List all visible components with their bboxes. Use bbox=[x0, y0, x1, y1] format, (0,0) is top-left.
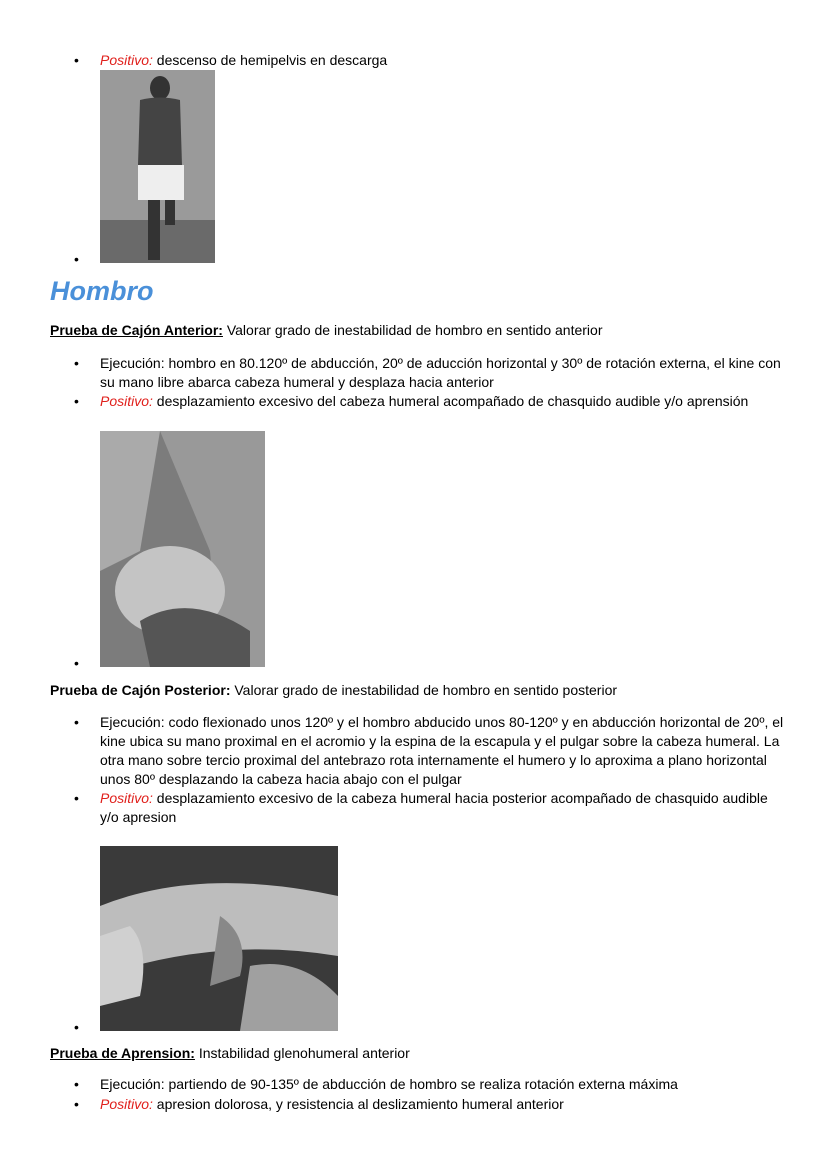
photo-cajon-posterior bbox=[100, 846, 338, 1031]
positive-label: Positivo: bbox=[100, 1096, 153, 1112]
list-item: • Ejecución: partiendo de 90-135º de abducción de hombro se realiza rotación externa máxima bbox=[0, 1075, 828, 1094]
test-heading bbox=[50, 681, 617, 700]
test-heading bbox=[50, 321, 603, 340]
empty-list bbox=[0, 250, 828, 269]
positive-label: Positivo: bbox=[100, 790, 153, 806]
intro-list bbox=[0, 51, 828, 70]
list-text: desplazamiento excesivo de la cabeza humeral hacia posterior acompañado de chasquido audible y/o apresion bbox=[100, 790, 768, 825]
list-item: • Ejecución: codo flexionado unos 120º y el hombro abducido unos 80-120º y en abducción horizontal de 20º, el kine ubica su mano proximal en el acromio y la espina de la escapula y el pulgar sobre la cabeza humeral. La otra mano sobre tercio proximal del antebrazo rota internamente el humero y lo aproxima a plano horizontal unos 80º desplazando la cabeza hacia abajo con el pulgar bbox=[0, 713, 828, 789]
list-item bbox=[0, 654, 828, 673]
list-item bbox=[0, 392, 828, 411]
test-list bbox=[0, 1075, 828, 1114]
empty-list bbox=[0, 654, 828, 673]
photo-cajon-anterior bbox=[100, 431, 265, 667]
list-text: desplazamiento excesivo del cabeza humeral acompañado de chasquido audible y/o aprensión bbox=[152, 393, 749, 409]
list-item bbox=[0, 1018, 828, 1037]
test-name: Prueba de Aprension: bbox=[50, 1045, 195, 1061]
list-item: • Ejecución: hombro en 80.120º de abducción, 20º de aducción horizontal y 30º de rotación externa, el kine con su mano libre abarca cabeza humeral y desplaza hacia anterior bbox=[0, 354, 828, 392]
list-item bbox=[0, 1095, 828, 1114]
test-list bbox=[0, 354, 828, 411]
test-description: Valorar grado de inestabilidad de hombro en sentido anterior bbox=[222, 322, 603, 338]
section-title: Hombro bbox=[50, 276, 154, 306]
test-description: Valorar grado de inestabilidad de hombro en sentido posterior bbox=[230, 682, 618, 698]
test-description: Instabilidad glenohumeral anterior bbox=[194, 1045, 410, 1061]
photo-trendelenburg bbox=[100, 70, 215, 263]
test-name: Prueba de Cajón Anterior: bbox=[50, 322, 223, 338]
test-heading bbox=[50, 1044, 410, 1063]
list-item bbox=[0, 250, 828, 269]
test-name: Prueba de Cajón Posterior: bbox=[50, 682, 231, 698]
list-text: descenso de hemipelvis en descarga bbox=[152, 52, 388, 68]
positive-label: Positivo: bbox=[100, 393, 153, 409]
list-item bbox=[0, 789, 828, 827]
list-item bbox=[0, 51, 828, 70]
test-list bbox=[0, 713, 828, 827]
positive-label: Positivo: bbox=[100, 52, 153, 68]
list-text: apresion dolorosa, y resistencia al deslizamiento humeral anterior bbox=[152, 1096, 564, 1112]
empty-list bbox=[0, 1018, 828, 1037]
